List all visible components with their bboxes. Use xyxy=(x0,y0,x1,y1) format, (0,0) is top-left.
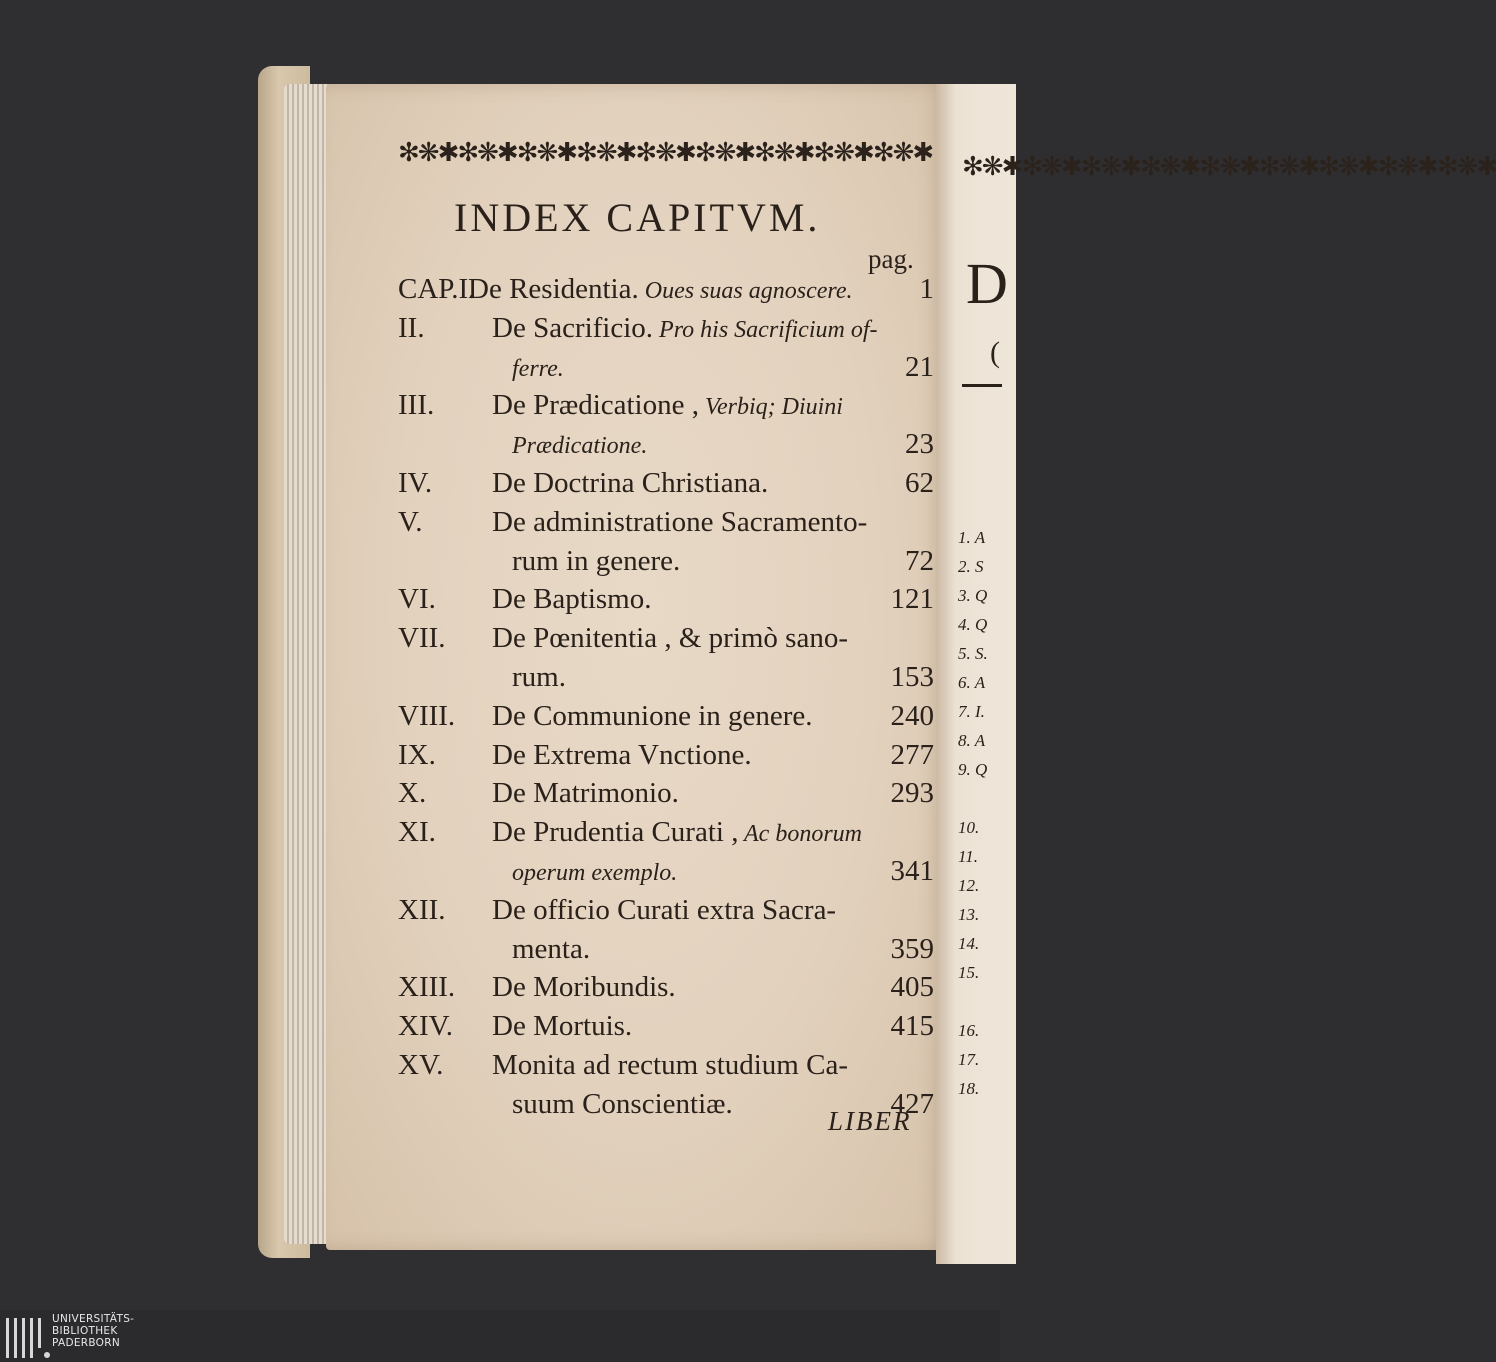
right-page-item: 1. A xyxy=(958,528,986,547)
chapter-number: VI. xyxy=(398,583,436,616)
right-page-item: 3. Q xyxy=(958,586,988,605)
page-number: 1 xyxy=(919,273,934,305)
toc-line xyxy=(398,309,934,347)
toc-line xyxy=(398,503,934,541)
toc-line xyxy=(398,270,934,308)
chapter-title-text: De officio Curati extra Sacra- xyxy=(492,893,837,926)
right-page-item: 5. S. xyxy=(958,644,988,663)
right-page-ornament: ✻❋✱✻❋✱✻❋✱✻❋✱✻❋✱✻❋✱✻❋✱✻❋✱✻❋✱ xyxy=(962,152,1496,182)
chapter-title xyxy=(512,930,590,968)
toc-line xyxy=(398,580,934,618)
toc-line xyxy=(398,697,934,735)
toc-line xyxy=(398,891,934,929)
chapter-title xyxy=(492,697,813,735)
right-page-item: 13. xyxy=(958,905,980,924)
chapter-motto: Oues suas agnoscere. xyxy=(638,278,853,304)
page-number: 427 xyxy=(890,1087,934,1120)
toc-line xyxy=(398,1007,934,1045)
chapter-title xyxy=(492,1007,632,1045)
chapter-number: XII. xyxy=(398,893,446,926)
right-page-item: 11. xyxy=(958,847,978,866)
chapter-number: II. xyxy=(398,311,425,344)
chapter-title xyxy=(512,658,566,696)
chapter-title-text: rum. xyxy=(512,661,566,693)
right-page-item xyxy=(958,992,1000,1021)
right-page-item: 12. xyxy=(958,876,980,895)
page-number: 121 xyxy=(890,583,934,616)
chapter-title-text: suum Conscientiæ. xyxy=(512,1087,733,1120)
page-number: 21 xyxy=(905,350,934,383)
page-number: 293 xyxy=(890,777,934,810)
toc-line xyxy=(398,464,934,502)
chapter-title-text: De Moribundis. xyxy=(492,971,676,1004)
toc-line xyxy=(398,425,934,463)
catchword: LIBER xyxy=(828,1106,912,1136)
chapter-motto: Verbiq; Diuini xyxy=(698,394,843,421)
page-number: 359 xyxy=(890,932,934,965)
page-number: 240 xyxy=(890,699,934,732)
footer-bar xyxy=(0,1310,1000,1362)
page-number: 277 xyxy=(890,738,934,771)
chapter-number: XIV. xyxy=(398,1010,454,1043)
chapter-title-text: De Communione in genere. xyxy=(492,699,813,732)
chapter-title xyxy=(492,1046,848,1084)
right-page-item: 14. xyxy=(958,934,980,953)
library-name-line-2: BIBLIOTHEK xyxy=(52,1325,118,1337)
page-column-label: pag. xyxy=(868,244,914,274)
chapter-title-text: De Sacrificio. xyxy=(492,311,654,344)
chapter-title-text: Monita ad rectum studium Ca- xyxy=(492,1049,848,1081)
library-logo-icon xyxy=(6,1318,46,1358)
chapter-title xyxy=(512,1085,733,1123)
right-page-item: 16. xyxy=(958,1021,980,1040)
chapter-title-text: De Doctrina Christiana. xyxy=(492,467,769,499)
toc-line xyxy=(398,774,934,812)
chapter-number: III. xyxy=(398,389,435,422)
toc-line xyxy=(398,658,934,696)
chapter-number: V. xyxy=(398,505,423,538)
right-page-item: 9. Q xyxy=(958,760,988,779)
toc-line xyxy=(398,852,934,890)
header-ornament: ✻❋✱✻❋✱✻❋✱✻❋✱✻❋✱✻❋✱✻❋✱✻❋✱✻❋✱ xyxy=(398,138,933,168)
right-page-rule xyxy=(962,384,1002,387)
chapter-number: XV. xyxy=(398,1049,444,1081)
chapter-motto: operum exemplo. xyxy=(512,860,678,886)
toc-line xyxy=(398,930,934,968)
toc-line xyxy=(398,1046,934,1084)
page-number: 415 xyxy=(890,1010,934,1043)
chapter-title xyxy=(492,309,877,349)
chapter-title xyxy=(492,891,836,929)
chapter-title xyxy=(492,503,867,541)
library-name xyxy=(52,1313,134,1349)
right-page-initial-2: ( xyxy=(990,336,1000,369)
chapter-number: CAP.I. xyxy=(398,273,476,305)
right-page-item: 8. A xyxy=(958,731,986,750)
toc-line xyxy=(398,619,934,657)
right-page-item: 2. S xyxy=(958,557,984,576)
chapter-motto: Prædicatione. xyxy=(512,433,648,460)
chapter-motto: ferre. xyxy=(512,355,564,382)
chapter-number: VII. xyxy=(398,622,446,655)
toc-line xyxy=(398,813,934,851)
toc-line xyxy=(398,968,934,1006)
page-number: 62 xyxy=(905,467,934,499)
chapter-title-text: De Baptismo. xyxy=(492,583,652,616)
chapter-title xyxy=(468,270,852,310)
chapter-title-text: rum in genere. xyxy=(512,544,681,577)
toc-line xyxy=(398,348,934,386)
right-page-item: 18. xyxy=(958,1079,980,1098)
right-page-list xyxy=(958,528,1000,1108)
library-name-line-3: PADERBORN xyxy=(52,1337,120,1349)
chapter-title xyxy=(492,774,679,812)
chapter-title-text: De Matrimonio. xyxy=(492,777,679,810)
chapter-number: XI. xyxy=(398,816,436,849)
right-page-item: 15. xyxy=(958,963,980,982)
toc-line xyxy=(398,736,934,774)
chapter-title xyxy=(492,464,768,502)
chapter-title-text: De Mortuis. xyxy=(492,1010,633,1043)
toc-line xyxy=(398,542,934,580)
page-number: 153 xyxy=(890,661,934,693)
page-title: INDEX CAPITVM. xyxy=(454,195,821,240)
page-number: 72 xyxy=(905,544,934,577)
chapter-number: X. xyxy=(398,777,427,810)
chapter-title xyxy=(492,736,752,774)
chapter-title xyxy=(512,348,564,388)
toc-line xyxy=(398,386,934,424)
library-name-line-1: UNIVERSITÄTS- xyxy=(52,1313,135,1325)
right-page-item: 7. I. xyxy=(958,702,985,721)
chapter-title-text: De Extrema Vnctione. xyxy=(492,738,752,771)
right-page-item: 10. xyxy=(958,818,980,837)
chapter-title xyxy=(492,386,843,426)
chapter-title-text: De Pœnitentia , & primò sano- xyxy=(492,622,849,655)
chapter-title-text: De Prudentia Curati , xyxy=(492,816,739,849)
chapter-title-text: De Residentia. xyxy=(468,273,639,305)
chapter-title xyxy=(512,425,647,465)
chapter-title xyxy=(512,542,680,580)
page-number: 341 xyxy=(890,855,934,887)
chapter-number: XIII. xyxy=(398,971,456,1004)
right-page-item: 6. A xyxy=(958,673,986,692)
right-page-item: 17. xyxy=(958,1050,980,1069)
chapter-number: IV. xyxy=(398,467,433,499)
chapter-title xyxy=(492,968,676,1006)
page-number: 405 xyxy=(890,971,934,1004)
chapter-number: VIII. xyxy=(398,699,456,732)
right-page-initial: D xyxy=(966,251,1008,316)
right-page-item xyxy=(958,789,1000,818)
chapter-title xyxy=(512,852,677,892)
chapter-title xyxy=(492,619,848,657)
chapter-title-text: De Prædicatione , xyxy=(492,389,699,422)
chapter-title xyxy=(492,813,862,853)
chapter-motto: Ac bonorum xyxy=(738,821,863,848)
right-page-item: 4. Q xyxy=(958,615,988,634)
chapter-motto: Pro his Sacrificium of- xyxy=(653,316,878,343)
chapter-title xyxy=(492,580,652,618)
chapter-title-text: De administratione Sacramento- xyxy=(492,505,868,538)
page-number: 23 xyxy=(905,428,934,461)
chapter-number: IX. xyxy=(398,738,436,771)
chapter-title-text: menta. xyxy=(512,932,591,965)
